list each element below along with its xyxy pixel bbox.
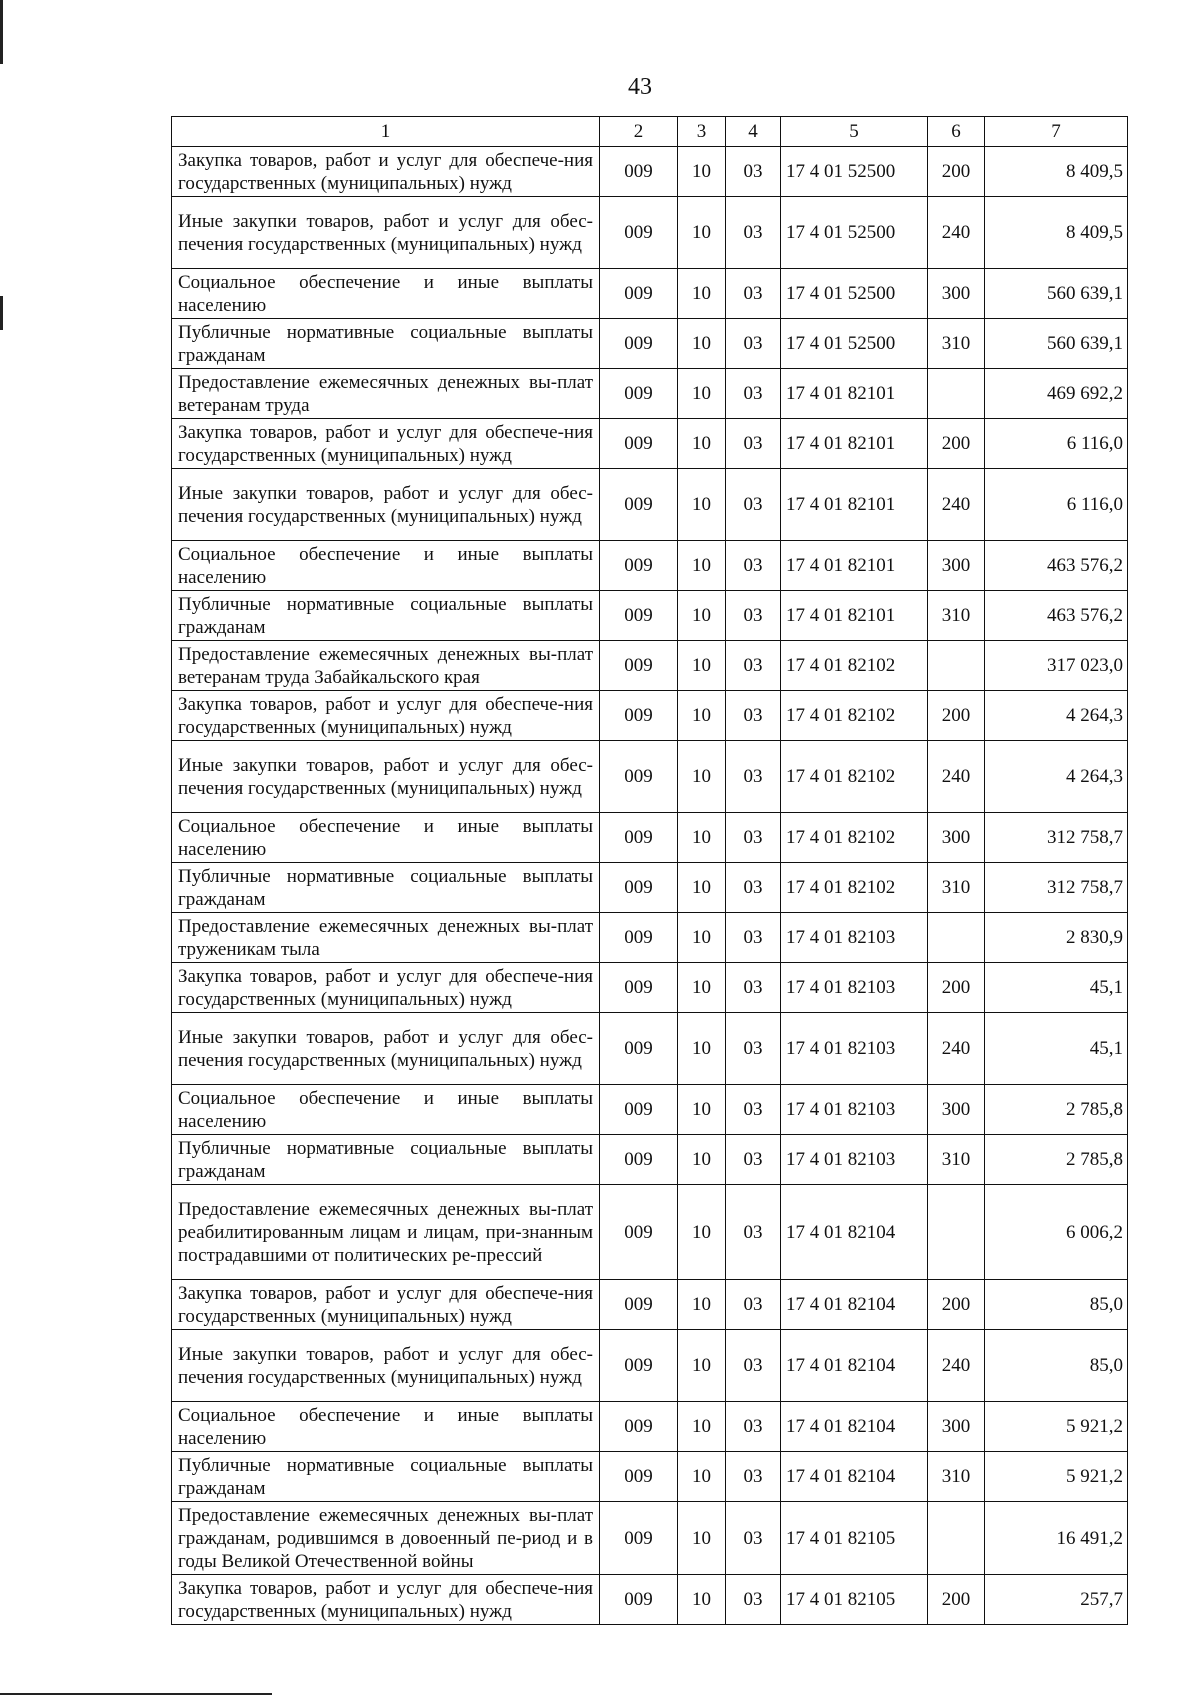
- cell-pr: 03: [726, 1575, 781, 1625]
- cell-name: Закупка товаров, работ и услуг для обеспече-ния государственных (муниципальных) нужд: [172, 419, 600, 469]
- cell-rz: 10: [678, 813, 726, 863]
- cell-vr: 310: [928, 863, 985, 913]
- table-row: [172, 369, 1128, 419]
- cell-name: Публичные нормативные социальные выплаты гражданам: [172, 591, 600, 641]
- cell-name: Социальное обеспечение и иные выплаты населению: [172, 1402, 600, 1452]
- cell-vr: 310: [928, 591, 985, 641]
- cell-vr: 300: [928, 1402, 985, 1452]
- cell-vr: 200: [928, 1280, 985, 1330]
- cell-pr: 03: [726, 1452, 781, 1502]
- cell-gr: 009: [600, 541, 678, 591]
- cell-sum: 257,7: [985, 1575, 1128, 1625]
- table-row: [172, 741, 1128, 813]
- table-row: [172, 1452, 1128, 1502]
- cell-name: Иные закупки товаров, работ и услуг для обес-печения государственных (муниципальных) нужд: [172, 469, 600, 541]
- cell-csr: 17 4 01 82104: [781, 1402, 928, 1452]
- cell-name: Иные закупки товаров, работ и услуг для обес-печения государственных (муниципальных) нужд: [172, 741, 600, 813]
- cell-gr: 009: [600, 1185, 678, 1280]
- cell-name: Социальное обеспечение и иные выплаты населению: [172, 1085, 600, 1135]
- cell-sum: 8 409,5: [985, 197, 1128, 269]
- cell-name: Публичные нормативные социальные выплаты гражданам: [172, 1452, 600, 1502]
- cell-pr: 03: [726, 1013, 781, 1085]
- bottom-edge-mark: [0, 1693, 272, 1695]
- budget-table-wrapper: [171, 116, 1127, 1625]
- cell-vr: 240: [928, 741, 985, 813]
- cell-csr: 17 4 01 82105: [781, 1502, 928, 1575]
- cell-sum: 85,0: [985, 1330, 1128, 1402]
- cell-rz: 10: [678, 591, 726, 641]
- table-body: [172, 147, 1128, 1625]
- cell-csr: 17 4 01 82104: [781, 1280, 928, 1330]
- cell-name: Иные закупки товаров, работ и услуг для обес-печения государственных (муниципальных) нужд: [172, 1330, 600, 1402]
- cell-sum: 16 491,2: [985, 1502, 1128, 1575]
- cell-name: Закупка товаров, работ и услуг для обеспече-ния государственных (муниципальных) нужд: [172, 963, 600, 1013]
- cell-pr: 03: [726, 369, 781, 419]
- cell-csr: 17 4 01 52500: [781, 269, 928, 319]
- table-row: [172, 641, 1128, 691]
- table-row: [172, 863, 1128, 913]
- cell-gr: 009: [600, 641, 678, 691]
- left-edge-mark: [0, 296, 3, 330]
- cell-csr: 17 4 01 82102: [781, 863, 928, 913]
- cell-pr: 03: [726, 469, 781, 541]
- cell-gr: 009: [600, 741, 678, 813]
- cell-name: Социальное обеспечение и иные выплаты населению: [172, 541, 600, 591]
- cell-vr: [928, 641, 985, 691]
- header-cell-pr: 4: [726, 117, 781, 147]
- cell-sum: 463 576,2: [985, 541, 1128, 591]
- cell-vr: 200: [928, 1575, 985, 1625]
- cell-pr: 03: [726, 419, 781, 469]
- cell-gr: 009: [600, 1452, 678, 1502]
- table-row: [172, 1330, 1128, 1402]
- cell-vr: 310: [928, 1135, 985, 1185]
- cell-rz: 10: [678, 913, 726, 963]
- cell-pr: 03: [726, 863, 781, 913]
- table-row: [172, 1280, 1128, 1330]
- cell-name: Публичные нормативные социальные выплаты гражданам: [172, 1135, 600, 1185]
- cell-csr: 17 4 01 82103: [781, 1135, 928, 1185]
- cell-csr: 17 4 01 82102: [781, 691, 928, 741]
- cell-rz: 10: [678, 369, 726, 419]
- cell-sum: 2 785,8: [985, 1085, 1128, 1135]
- cell-csr: 17 4 01 52500: [781, 319, 928, 369]
- cell-sum: 317 023,0: [985, 641, 1128, 691]
- cell-gr: 009: [600, 591, 678, 641]
- cell-pr: 03: [726, 591, 781, 641]
- cell-gr: 009: [600, 1502, 678, 1575]
- cell-pr: 03: [726, 1085, 781, 1135]
- cell-gr: 009: [600, 1330, 678, 1402]
- cell-csr: 17 4 01 82104: [781, 1185, 928, 1280]
- cell-csr: 17 4 01 82103: [781, 963, 928, 1013]
- table-row: [172, 197, 1128, 269]
- table-row: [172, 1502, 1128, 1575]
- table-row: [172, 419, 1128, 469]
- cell-vr: [928, 369, 985, 419]
- cell-csr: 17 4 01 82103: [781, 1085, 928, 1135]
- cell-gr: 009: [600, 197, 678, 269]
- cell-gr: 009: [600, 147, 678, 197]
- cell-csr: 17 4 01 82101: [781, 369, 928, 419]
- cell-sum: 45,1: [985, 1013, 1128, 1085]
- cell-vr: 300: [928, 269, 985, 319]
- table-row: [172, 963, 1128, 1013]
- cell-rz: 10: [678, 1402, 726, 1452]
- cell-csr: 17 4 01 82102: [781, 741, 928, 813]
- cell-name: Закупка товаров, работ и услуг для обеспече-ния государственных (муниципальных) нужд: [172, 147, 600, 197]
- table-row: [172, 1135, 1128, 1185]
- header-cell-name: 1: [172, 117, 600, 147]
- cell-rz: 10: [678, 319, 726, 369]
- cell-vr: 240: [928, 1330, 985, 1402]
- cell-sum: 85,0: [985, 1280, 1128, 1330]
- cell-rz: 10: [678, 197, 726, 269]
- page-number: 43: [628, 74, 652, 100]
- table-row: [172, 591, 1128, 641]
- cell-sum: 5 921,2: [985, 1452, 1128, 1502]
- cell-pr: 03: [726, 1280, 781, 1330]
- table-row: [172, 813, 1128, 863]
- table-row: [172, 469, 1128, 541]
- cell-gr: 009: [600, 863, 678, 913]
- cell-pr: 03: [726, 641, 781, 691]
- cell-sum: 6 116,0: [985, 419, 1128, 469]
- cell-csr: 17 4 01 82104: [781, 1452, 928, 1502]
- cell-vr: 200: [928, 419, 985, 469]
- cell-pr: 03: [726, 691, 781, 741]
- cell-vr: 200: [928, 147, 985, 197]
- cell-rz: 10: [678, 741, 726, 813]
- cell-name: Публичные нормативные социальные выплаты гражданам: [172, 863, 600, 913]
- cell-sum: 8 409,5: [985, 147, 1128, 197]
- cell-pr: 03: [726, 1135, 781, 1185]
- cell-gr: 009: [600, 419, 678, 469]
- cell-sum: 463 576,2: [985, 591, 1128, 641]
- cell-csr: 17 4 01 52500: [781, 147, 928, 197]
- cell-gr: 009: [600, 1135, 678, 1185]
- cell-rz: 10: [678, 1185, 726, 1280]
- cell-pr: 03: [726, 541, 781, 591]
- cell-pr: 03: [726, 1402, 781, 1452]
- table-row: [172, 691, 1128, 741]
- cell-pr: 03: [726, 269, 781, 319]
- cell-vr: 240: [928, 469, 985, 541]
- table-row: [172, 1085, 1128, 1135]
- header-cell-csr: 5: [781, 117, 928, 147]
- cell-pr: 03: [726, 1185, 781, 1280]
- cell-vr: 240: [928, 197, 985, 269]
- cell-rz: 10: [678, 419, 726, 469]
- cell-sum: 560 639,1: [985, 319, 1128, 369]
- cell-name: Закупка товаров, работ и услуг для обеспече-ния государственных (муниципальных) нужд: [172, 691, 600, 741]
- cell-name: Социальное обеспечение и иные выплаты населению: [172, 813, 600, 863]
- cell-vr: [928, 913, 985, 963]
- cell-name: Предоставление ежемесячных денежных вы-плат ветеранам труда: [172, 369, 600, 419]
- cell-gr: 009: [600, 269, 678, 319]
- cell-sum: 6 116,0: [985, 469, 1128, 541]
- cell-gr: 009: [600, 913, 678, 963]
- cell-csr: 17 4 01 82101: [781, 469, 928, 541]
- table-row: [172, 319, 1128, 369]
- cell-rz: 10: [678, 147, 726, 197]
- cell-rz: 10: [678, 469, 726, 541]
- cell-rz: 10: [678, 269, 726, 319]
- cell-sum: 45,1: [985, 963, 1128, 1013]
- cell-sum: 560 639,1: [985, 269, 1128, 319]
- cell-name: Предоставление ежемесячных денежных вы-плат гражданам, родившимся в довоенный пе-риод и в годы Великой Отечественной войны: [172, 1502, 600, 1575]
- cell-csr: 17 4 01 82101: [781, 541, 928, 591]
- cell-csr: 17 4 01 52500: [781, 197, 928, 269]
- cell-gr: 009: [600, 369, 678, 419]
- cell-vr: 300: [928, 813, 985, 863]
- cell-rz: 10: [678, 691, 726, 741]
- cell-sum: 312 758,7: [985, 813, 1128, 863]
- cell-csr: 17 4 01 82104: [781, 1330, 928, 1402]
- cell-rz: 10: [678, 863, 726, 913]
- table-row: [172, 1185, 1128, 1280]
- cell-rz: 10: [678, 641, 726, 691]
- cell-rz: 10: [678, 1085, 726, 1135]
- cell-csr: 17 4 01 82102: [781, 641, 928, 691]
- cell-vr: 240: [928, 1013, 985, 1085]
- cell-rz: 10: [678, 963, 726, 1013]
- cell-pr: 03: [726, 813, 781, 863]
- cell-gr: 009: [600, 1402, 678, 1452]
- left-edge-mark: [0, 0, 3, 64]
- cell-rz: 10: [678, 1280, 726, 1330]
- cell-csr: 17 4 01 82103: [781, 913, 928, 963]
- cell-rz: 10: [678, 1452, 726, 1502]
- cell-sum: 4 264,3: [985, 691, 1128, 741]
- table-row: [172, 269, 1128, 319]
- cell-vr: 200: [928, 963, 985, 1013]
- cell-gr: 009: [600, 469, 678, 541]
- header-cell-vr: 6: [928, 117, 985, 147]
- cell-sum: 5 921,2: [985, 1402, 1128, 1452]
- cell-name: Публичные нормативные социальные выплаты гражданам: [172, 319, 600, 369]
- cell-name: Предоставление ежемесячных денежных вы-плат ветеранам труда Забайкальского края: [172, 641, 600, 691]
- cell-rz: 10: [678, 1502, 726, 1575]
- cell-vr: 310: [928, 319, 985, 369]
- cell-name: Закупка товаров, работ и услуг для обеспече-ния государственных (муниципальных) нужд: [172, 1280, 600, 1330]
- cell-sum: 2 830,9: [985, 913, 1128, 963]
- header-cell-sum: 7: [985, 117, 1128, 147]
- cell-pr: 03: [726, 1330, 781, 1402]
- header-cell-gr: 2: [600, 117, 678, 147]
- cell-rz: 10: [678, 541, 726, 591]
- budget-table: [171, 116, 1128, 1625]
- table-row: [172, 913, 1128, 963]
- table-row: [172, 541, 1128, 591]
- cell-gr: 009: [600, 1085, 678, 1135]
- cell-rz: 10: [678, 1013, 726, 1085]
- cell-vr: [928, 1502, 985, 1575]
- cell-pr: 03: [726, 1502, 781, 1575]
- table-row: [172, 147, 1128, 197]
- cell-vr: 300: [928, 1085, 985, 1135]
- cell-sum: 4 264,3: [985, 741, 1128, 813]
- table-row: [172, 1575, 1128, 1625]
- cell-pr: 03: [726, 913, 781, 963]
- cell-pr: 03: [726, 147, 781, 197]
- cell-name: Иные закупки товаров, работ и услуг для обес-печения государственных (муниципальных) нужд: [172, 197, 600, 269]
- cell-gr: 009: [600, 1013, 678, 1085]
- cell-rz: 10: [678, 1135, 726, 1185]
- cell-rz: 10: [678, 1575, 726, 1625]
- cell-vr: 310: [928, 1452, 985, 1502]
- cell-gr: 009: [600, 319, 678, 369]
- cell-vr: 200: [928, 691, 985, 741]
- cell-name: Иные закупки товаров, работ и услуг для обес-печения государственных (муниципальных) нужд: [172, 1013, 600, 1085]
- cell-pr: 03: [726, 741, 781, 813]
- cell-pr: 03: [726, 963, 781, 1013]
- cell-gr: 009: [600, 1575, 678, 1625]
- cell-gr: 009: [600, 813, 678, 863]
- cell-vr: [928, 1185, 985, 1280]
- table-row: [172, 1013, 1128, 1085]
- header-cell-rz: 3: [678, 117, 726, 147]
- cell-name: Социальное обеспечение и иные выплаты населению: [172, 269, 600, 319]
- cell-pr: 03: [726, 319, 781, 369]
- cell-csr: 17 4 01 82103: [781, 1013, 928, 1085]
- cell-sum: 469 692,2: [985, 369, 1128, 419]
- cell-csr: 17 4 01 82101: [781, 591, 928, 641]
- cell-vr: 300: [928, 541, 985, 591]
- cell-gr: 009: [600, 691, 678, 741]
- cell-gr: 009: [600, 1280, 678, 1330]
- cell-gr: 009: [600, 963, 678, 1013]
- cell-rz: 10: [678, 1330, 726, 1402]
- cell-sum: 312 758,7: [985, 863, 1128, 913]
- cell-csr: 17 4 01 82105: [781, 1575, 928, 1625]
- cell-csr: 17 4 01 82101: [781, 419, 928, 469]
- table-row: [172, 1402, 1128, 1452]
- cell-name: Закупка товаров, работ и услуг для обеспече-ния государственных (муниципальных) нужд: [172, 1575, 600, 1625]
- cell-pr: 03: [726, 197, 781, 269]
- cell-name: Предоставление ежемесячных денежных вы-плат труженикам тыла: [172, 913, 600, 963]
- header-row: [172, 117, 1128, 147]
- cell-csr: 17 4 01 82102: [781, 813, 928, 863]
- cell-sum: 6 006,2: [985, 1185, 1128, 1280]
- cell-name: Предоставление ежемесячных денежных вы-плат реабилитированным лицам и лицам, при-знанным пострадавшими от политических ре-прессий: [172, 1185, 600, 1280]
- cell-sum: 2 785,8: [985, 1135, 1128, 1185]
